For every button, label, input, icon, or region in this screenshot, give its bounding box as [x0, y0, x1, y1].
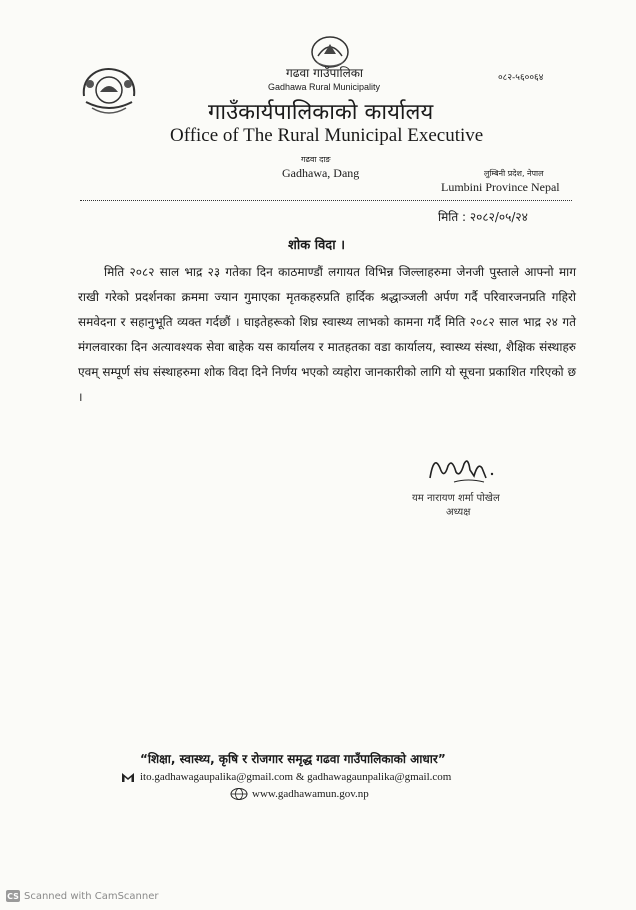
signatory-title: अध्यक्ष — [446, 507, 471, 518]
notice-body: मिति २०८२ साल भाद्र २३ गतेका दिन काठमाण्डौं लगायत विभिन्न जिल्लाहरुमा जेनजी पुस्ताले आफ्नो माग राखी गरेको प्रदर्शनका क्रममा ज्यान गुमाएका मृतकहरुप्रति हार्दिक श्रद्धाञ्जली अर्पण गर्दै परिवारजनप्रति गहिरो समवेदना र सहानुभूति व्यक्त गर्दछौं । घाइतेहरूको शिघ्र स्वास्थ्य लाभको कामना गर्दै मिति २०८२ साल भाद्र २४ गते मंगलवारका दिन अत्यावश्यक सेवा बाहेक यस कार्यालय र मातहतका वडा कार्यालय, स्वास्थ्य संस्था, शैक्षिक संस्थाहरु एवम् सम्पूर्ण संघ संस्थाहरुमा शोक विदा दिने निर्णय भएको व्यहोरा जानकारीको लागि यो सूचना प्रकाशित गरिएको छ । — [78, 265, 576, 404]
camscanner-watermark — [6, 890, 159, 902]
signature-icon — [424, 448, 502, 488]
nepal-emblem-icon — [78, 62, 140, 120]
header-divider — [80, 200, 572, 201]
location-np: गढवा दाङ — [301, 155, 331, 164]
office-title-np: गाउँकार्यपालिकाको कार्यालय — [208, 100, 434, 125]
camscanner-logo-icon: CS — [7, 891, 19, 901]
municipality-name-en: Gadhawa Rural Municipality — [268, 82, 381, 92]
province-en: Lumbini Province Nepal — [441, 180, 560, 194]
notice-subject: शोक विदा । — [288, 238, 346, 253]
mail-icon — [122, 773, 134, 782]
footer-emails[interactable]: ito.gadhawagaupalika@gmail.com & gadhawagaunpalika@gmail.com — [140, 771, 452, 783]
province-np: लुम्बिनी प्रदेश, नेपाल — [484, 169, 544, 178]
footer-email-row — [122, 771, 451, 783]
office-title-en: Office of The Rural Municipal Executive — [170, 125, 484, 146]
phone-number: ०८२-५६००६४ — [498, 73, 544, 83]
watermark-text: Scanned with CamScanner — [24, 890, 159, 902]
municipality-name-np: गढवा गाउँपालिका — [286, 66, 364, 80]
globe-icon — [230, 788, 248, 800]
footer-slogan: “शिक्षा, स्वास्थ्य, कृषि र रोजगार समृद्ध गढवा गाउँपालिकाको आधार” — [140, 752, 446, 766]
location-en: Gadhawa, Dang — [282, 166, 360, 180]
footer-website-row — [230, 788, 369, 800]
signatory-name: यम नारायण शर्मा पोखेल — [412, 493, 500, 504]
footer-website[interactable]: www.gadhawamun.gov.np — [252, 788, 369, 800]
notice-date: मिति : २०८२/०५/२४ — [438, 210, 528, 224]
